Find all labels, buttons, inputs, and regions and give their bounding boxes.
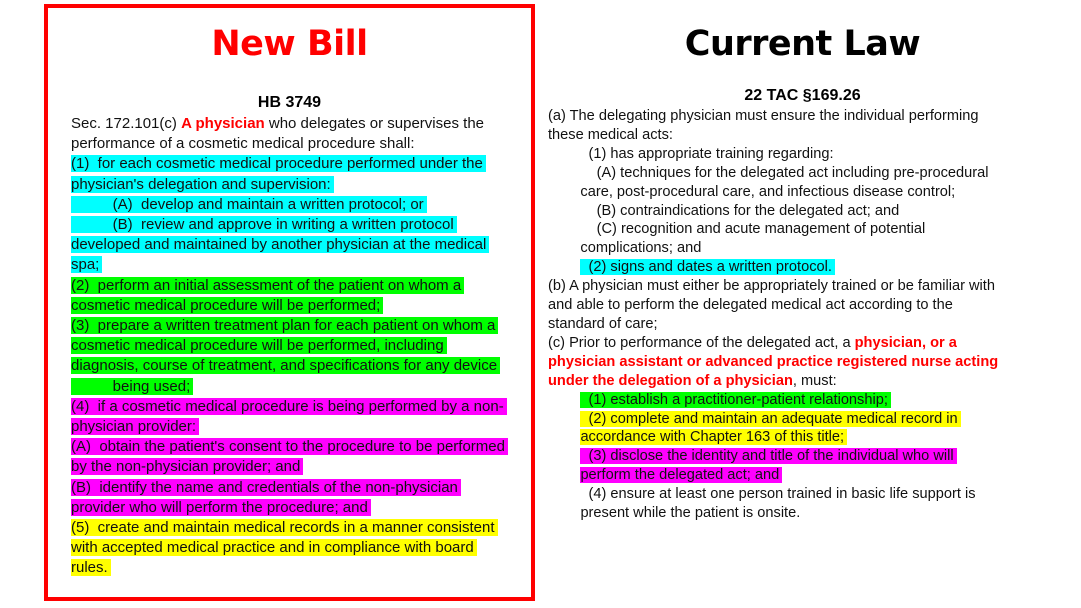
section-ref: Sec. 172.101(c) <box>71 115 182 132</box>
indent <box>548 259 580 275</box>
subsection-a-line <box>548 220 1048 239</box>
subsection-a-item-2 <box>548 258 1048 277</box>
text: standard of care; <box>548 315 658 332</box>
bill-provision-line <box>71 316 531 336</box>
highlighted-text: perform the delegated act; and <box>580 467 782 483</box>
highlighted-text: (B) review and approve in writing a written protocol <box>71 216 457 233</box>
subsection-c-items <box>548 391 1048 523</box>
highlighted-text: physician's delegation and supervision: <box>71 176 334 193</box>
bill-provision-line <box>71 377 531 397</box>
highlighted-text: (2) signs and dates a written protocol. <box>580 259 834 275</box>
bill-intro-line-1 <box>71 114 531 134</box>
subsection-a-line <box>548 145 1048 164</box>
subsection-b <box>548 277 1048 334</box>
subsection-c-item-line <box>548 447 1048 466</box>
highlighted-text: by the non-physician provider; and <box>71 458 303 475</box>
bill-provision-line <box>71 255 531 275</box>
subsection-b-line <box>548 277 1048 296</box>
emphasized-actor: A physician <box>181 115 265 132</box>
emphasized-actor: physician, or a <box>854 334 957 351</box>
text: (B) contraindications for the delegated act; and <box>548 202 900 219</box>
highlighted-text: (A) develop and maintain a written protocol; or <box>71 196 427 213</box>
bill-number-heading: HB 3749 <box>257 94 322 111</box>
subsection-b-line <box>548 296 1048 315</box>
subsection-c-item-line <box>548 391 1048 410</box>
bill-provision-line <box>71 276 531 296</box>
subsection-c-item-line <box>548 485 1048 504</box>
subsection-c-text: (c) Prior to performance of the delegated act, a <box>548 334 855 351</box>
bill-provision-line <box>71 235 531 255</box>
bill-provision-line <box>71 336 531 356</box>
highlighted-text: being used; <box>71 378 193 395</box>
highlighted-text: spa; <box>71 256 102 273</box>
text: complications; and <box>548 240 702 257</box>
current-law-text <box>548 107 1048 523</box>
text: present while the patient is onsite. <box>580 505 801 522</box>
subsection-a-line <box>548 107 1048 126</box>
new-bill-title: New Bill <box>211 24 368 64</box>
text: (4) ensure at least one person trained in basic life support is <box>580 486 976 503</box>
subsection-c-line-3 <box>548 372 1048 391</box>
text: (a) The delegating physician must ensure the individual performing <box>548 108 979 124</box>
text: these medical acts: <box>548 126 673 143</box>
intro-text: who delegates or supervises the <box>264 115 484 132</box>
subsection-c-line-2: physician assistant or advanced practice registered nurse acting <box>548 353 999 370</box>
indent <box>548 467 580 483</box>
text: (C) recognition and acute management of potential <box>548 221 926 238</box>
bill-provisions <box>71 154 531 578</box>
bill-provision-line <box>71 397 531 417</box>
subsection-c-item-line <box>548 466 1048 485</box>
bill-provision-line <box>71 296 531 316</box>
subsection-c-line-1 <box>548 334 1048 353</box>
highlighted-text: (B) identify the name and credentials of the non-physician <box>71 479 461 496</box>
new-bill-text <box>71 114 531 579</box>
highlighted-text: with accepted medical practice and in compliance with board <box>71 539 477 556</box>
bill-provision-line <box>71 437 531 457</box>
text: (1) has appropriate training regarding: <box>548 145 834 162</box>
indent <box>548 392 580 408</box>
subsection-a-line <box>548 202 1048 221</box>
highlighted-text: provider who will perform the procedure; and <box>71 499 371 516</box>
bill-provision-line <box>71 457 531 477</box>
highlighted-text: (4) if a cosmetic medical procedure is being performed by a non- <box>71 398 507 415</box>
indent <box>548 448 580 464</box>
highlighted-text: cosmetic medical procedure will be performed, including <box>71 337 447 354</box>
bill-provision-line <box>71 538 531 558</box>
subsection-a-line <box>548 239 1048 258</box>
subsection-c-text: , must: <box>792 372 837 389</box>
bill-provision-line <box>71 417 531 437</box>
subsection-c-item-line <box>548 428 1048 447</box>
subsection-a-line <box>548 164 1048 183</box>
highlighted-text: (1) establish a practitioner-patient relationship; <box>580 392 890 408</box>
indent <box>548 429 580 445</box>
highlighted-text: (2) perform an initial assessment of the patient on whom a <box>71 277 464 294</box>
highlighted-text: physician provider: <box>71 418 199 435</box>
subsection-b-line <box>548 315 1048 334</box>
text: (A) techniques for the delegated act including pre-procedural <box>548 164 989 181</box>
highlighted-text: (3) disclose the identity and title of the individual who will <box>580 448 956 464</box>
bill-provision-line <box>71 558 531 578</box>
highlighted-text: (A) obtain the patient's consent to the procedure to be performed <box>71 438 508 455</box>
highlighted-text: (3) prepare a written treatment plan for each patient on whom a <box>71 317 498 334</box>
bill-provision-line <box>71 356 531 376</box>
bill-intro-line-2: performance of a cosmetic medical procedure shall: <box>71 135 415 153</box>
highlighted-text: (5) create and maintain medical records in a manner consistent <box>71 519 498 536</box>
bill-provision-line <box>71 175 531 195</box>
subsection-a-line <box>548 126 1048 145</box>
bill-provision-line <box>71 478 531 498</box>
bill-provision-line <box>71 518 531 538</box>
indent <box>548 505 580 521</box>
highlighted-text: rules. <box>71 559 111 576</box>
indent <box>548 411 580 427</box>
subsection-a <box>548 107 1048 258</box>
indent <box>548 486 580 502</box>
bill-provision-line <box>71 215 531 235</box>
current-law-title: Current Law <box>684 24 921 64</box>
emphasized-actor: under the delegation of a physician <box>548 372 793 389</box>
text: (b) A physician must either be appropriately trained or be familiar with <box>548 278 995 295</box>
bill-provision-line <box>71 498 531 518</box>
bill-provision-line <box>71 195 531 215</box>
text: care, post-procedural care, and infectious disease control; <box>548 183 956 200</box>
highlighted-text: cosmetic medical procedure will be performed; <box>71 297 383 314</box>
highlighted-text: accordance with Chapter 163 of this title; <box>580 429 847 445</box>
statute-citation-heading: 22 TAC §169.26 <box>744 87 861 104</box>
highlighted-text: diagnosis, course of treatment, and specifications for any device <box>71 357 500 374</box>
highlighted-text: (2) complete and maintain an adequate medical record in <box>580 411 960 427</box>
highlighted-text: developed and maintained by another physician at the medical <box>71 236 489 253</box>
subsection-a-line <box>548 183 1048 202</box>
bill-provision-line <box>71 154 531 174</box>
subsection-c-item-line <box>548 410 1048 429</box>
highlighted-text: (1) for each cosmetic medical procedure performed under the <box>71 155 486 172</box>
subsection-c-item-line <box>548 504 1048 523</box>
text: and able to perform the delegated medical act according to the <box>548 297 953 314</box>
